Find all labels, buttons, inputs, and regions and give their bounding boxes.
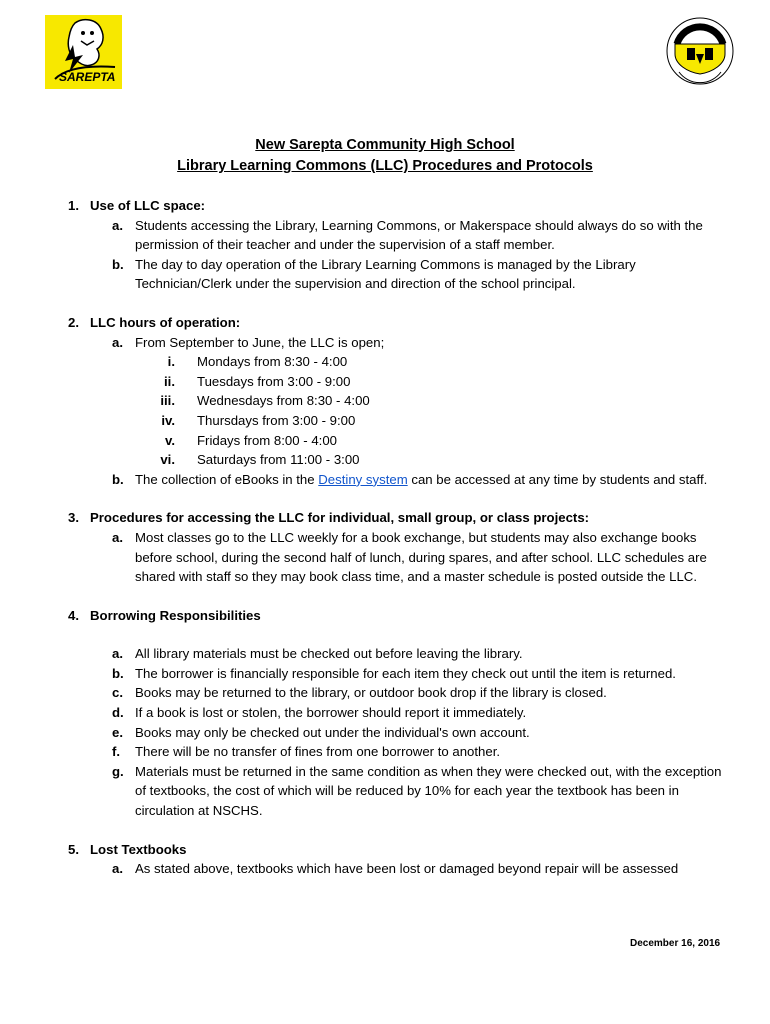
hours-row: iv. Thursdays from 3:00 - 9:00 <box>161 412 356 428</box>
hours-row: vi. Saturdays from 11:00 - 3:00 <box>160 452 360 468</box>
page-title: New Sarepta Community High School <box>255 137 515 153</box>
hours-row: iii. Wednesdays from 8:30 - 4:00 <box>160 393 370 409</box>
footer-date: December 16, 2016 <box>630 938 721 949</box>
section-heading: Use of LLC space: <box>90 198 206 213</box>
list-item: g. Materials must be returned in the same condition as when they were checked out, with the exception of textbooks, the cost of which will be reduced by 10% for each year the textbook has been in circulation at NSCHS. <box>112 763 722 819</box>
list-item: a. Students accessing the Library, Learning Commons, or Makerspace should always do so with the permission of their teacher and under the supervision of a staff member. <box>112 217 703 253</box>
list-item: b. The day to day operation of the Library Learning Commons is managed by the Library Technician/Clerk under the supervision and direction of the school principal. <box>112 256 636 292</box>
list-item: a. Most classes go to the LLC weekly for a book exchange, but students may also exchange books before school, during the second half of lunch, during spares, and after school. LLC schedules are shared with staff so they may book class time, and a master schedule is posted outside the LLC. <box>112 529 707 585</box>
section-borrowing <box>68 606 728 821</box>
document-body <box>68 196 728 898</box>
section-number: 2. <box>68 314 79 330</box>
page-subtitle: Library Learning Commons (LLC) Procedures and Protocols <box>177 158 593 174</box>
section-heading: Procedures for accessing the LLC for individual, small group, or class projects: <box>90 510 590 526</box>
section-access-procedures <box>68 508 728 586</box>
section-heading: Borrowing Responsibilities <box>90 607 261 623</box>
list-item: a. As stated above, textbooks which have been lost or damaged beyond repair will be assessed <box>112 861 679 877</box>
list-item: c. Books may be returned to the library, or outdoor book drop if the library is closed. <box>112 685 607 701</box>
list-item: f. There will be no transfer of fines from one borrower to another. <box>112 744 501 760</box>
section-heading: LLC hours of operation: <box>90 314 241 330</box>
section-heading: Lost Textbooks <box>90 841 187 857</box>
school-crest-logo <box>665 14 735 88</box>
list-item: a. From September to June, the LLC is open; i. Mondays from 8:30 - 4:00 ii. Tuesdays from 3:00 - 9:00 iii. Wednesdays from 8:30 - 4:00 iv. Thursdays from 3:00 - 9:00 v. Fridays from 8:00 - 4:00 vi. Saturdays from 11:00 - 3:00 <box>68 333 728 470</box>
section-number: 4. <box>68 607 79 623</box>
destiny-system-link[interactable]: Destiny system <box>318 471 408 487</box>
logo-lettering: SAREPTA <box>59 70 116 84</box>
section-number: 3. <box>68 510 79 526</box>
section-number: 5. <box>68 841 79 857</box>
section-llc-space <box>68 196 728 294</box>
section-number: 1. <box>68 198 79 213</box>
list-item: b. The collection of eBooks in the Destiny system can be accessed at any time by students and staff. <box>112 471 708 487</box>
hours-row: i. Mondays from 8:30 - 4:00 <box>167 354 348 370</box>
section-hours <box>68 313 728 489</box>
hours-row: v. Fridays from 8:00 - 4:00 <box>164 432 337 448</box>
list-item: e. Books may only be checked out under the individual's own account. <box>112 724 530 740</box>
sarepta-logo <box>45 15 122 89</box>
list-item: b. The borrower is financially responsible for each item they check out until the item is returned. <box>112 665 676 681</box>
list-item: a. All library materials must be checked out before leaving the library. <box>112 646 523 662</box>
list-item: d. If a book is lost or stolen, the borrower should report it immediately. <box>112 705 527 721</box>
section-lost-textbooks <box>68 840 728 879</box>
hours-row: ii. Tuesdays from 3:00 - 9:00 <box>164 373 351 389</box>
